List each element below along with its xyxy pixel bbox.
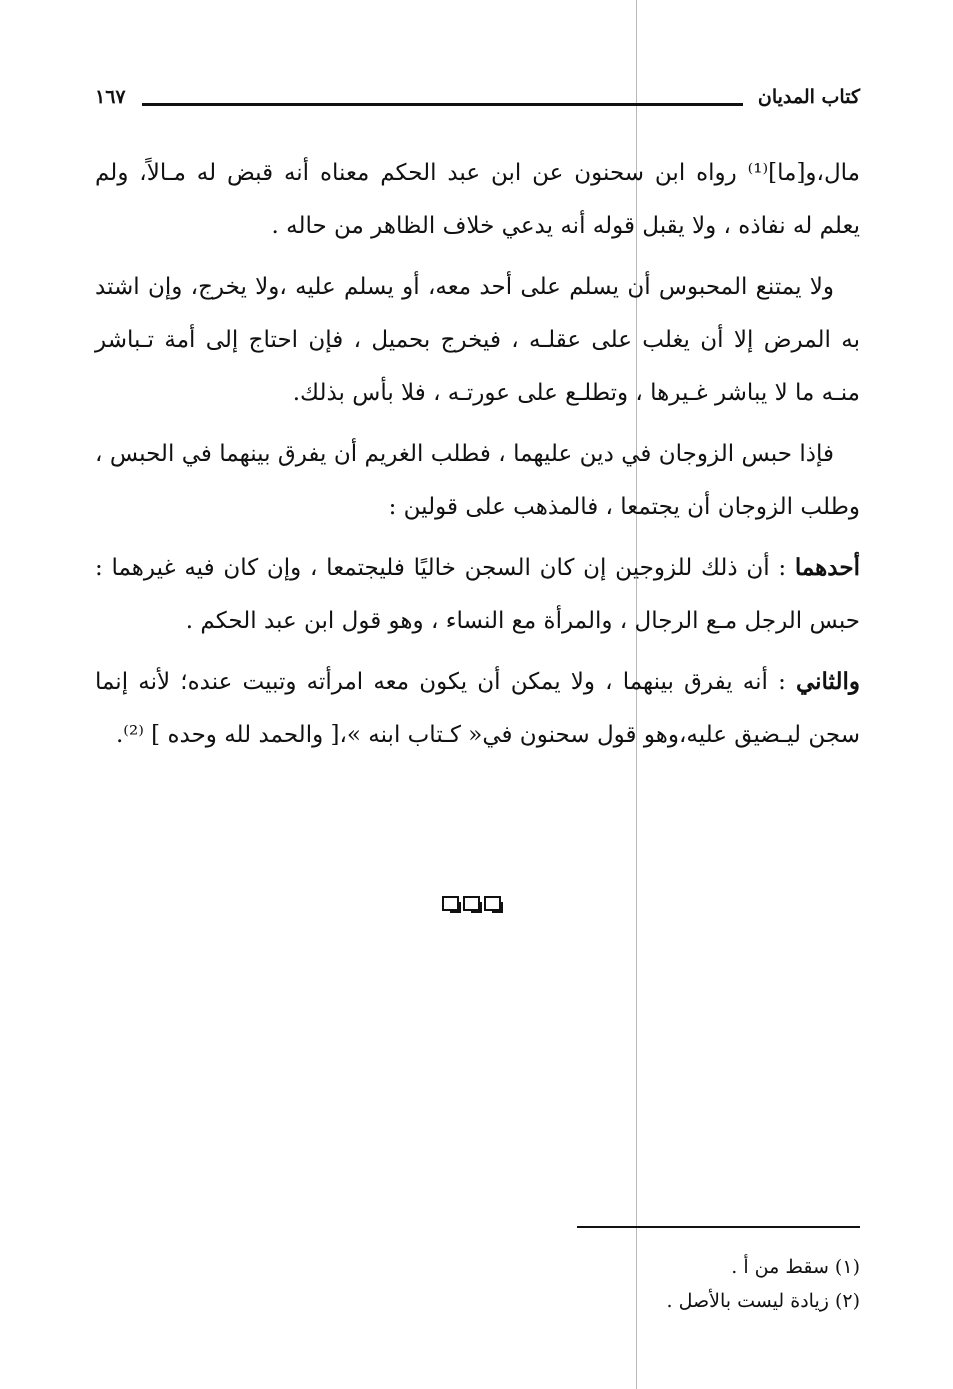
paragraph-1 [95, 146, 860, 253]
triple-square-ornament-icon [442, 896, 512, 916]
running-header [95, 86, 860, 116]
page-number: ١٦٧ [95, 86, 126, 108]
footnote-1: (١) سقط من أ . [731, 1256, 860, 1278]
paragraph-text: : أن ذلك للزوجين إن كان السجن خاليًا فليجتمعا ، وإن كان فيه غيرهما : حبس الرجل مـع الرجال ، والمرأة مع النساء ، وهو قول ابن عبد الحكم . [95, 555, 860, 634]
footnotes [360, 1250, 860, 1318]
header-rule [142, 103, 743, 106]
paragraph-text: مال،و[ما]⁽¹⁾ رواه ابن سحنون عن ابن عبد الحكم معناه أنه قبض له مـالاً، ولم يعلم له نفاذه ، ولا يقبل قوله أنه يدعي خلاف الظاهر من حاله . [95, 160, 860, 239]
paragraph-3 [95, 427, 860, 534]
chapter-title: كتاب المديان [757, 86, 860, 108]
paragraph-4 [95, 541, 860, 648]
paragraph-text: فإذا حبس الزوجان في دين عليهما ، فطلب الغريم أن يفرق بينهما في الحبس ، وطلب الزوجان أن يجتمعا ، فالمذهب على قولين : [95, 441, 860, 520]
ornament-square-icon [442, 896, 459, 911]
paragraph-2 [95, 260, 860, 420]
paragraph-text: ولا يمتنع المحبوس أن يسلم على أحد معه، أو يسلم عليه ،ولا يخرج، وإن اشتد به المرض إلا أن يغلب على عقلـه ، فيخرج بحميل ، فإن احتاج إلى أمة تـباشر منـه ما لا يباشر غـيرها ، وتطلـع على عورتـه ، فلا بأس بذلك. [95, 274, 860, 406]
ornament-square-icon [484, 896, 501, 911]
paragraph-lead-first-opinion: أحدهما [794, 554, 860, 581]
paragraph-text: : أنه يفرق بينهما ، ولا يمكن أن يكون معه امرأته وتبيت عنده؛ لأنه إنما سجن ليـضيق عليه،وهو قول سحنون في« كـتاب ابنه »،[ والحمد لله وحده ] ⁽²⁾. [95, 669, 860, 748]
main-text [95, 146, 860, 769]
paragraph-5 [95, 655, 860, 762]
ornament-square-icon [463, 896, 480, 911]
footnote-2: (٢) زيادة ليست بالأصل . [666, 1290, 860, 1312]
footnote-separator [577, 1226, 860, 1228]
paragraph-lead-second-opinion: والثاني [795, 668, 860, 695]
